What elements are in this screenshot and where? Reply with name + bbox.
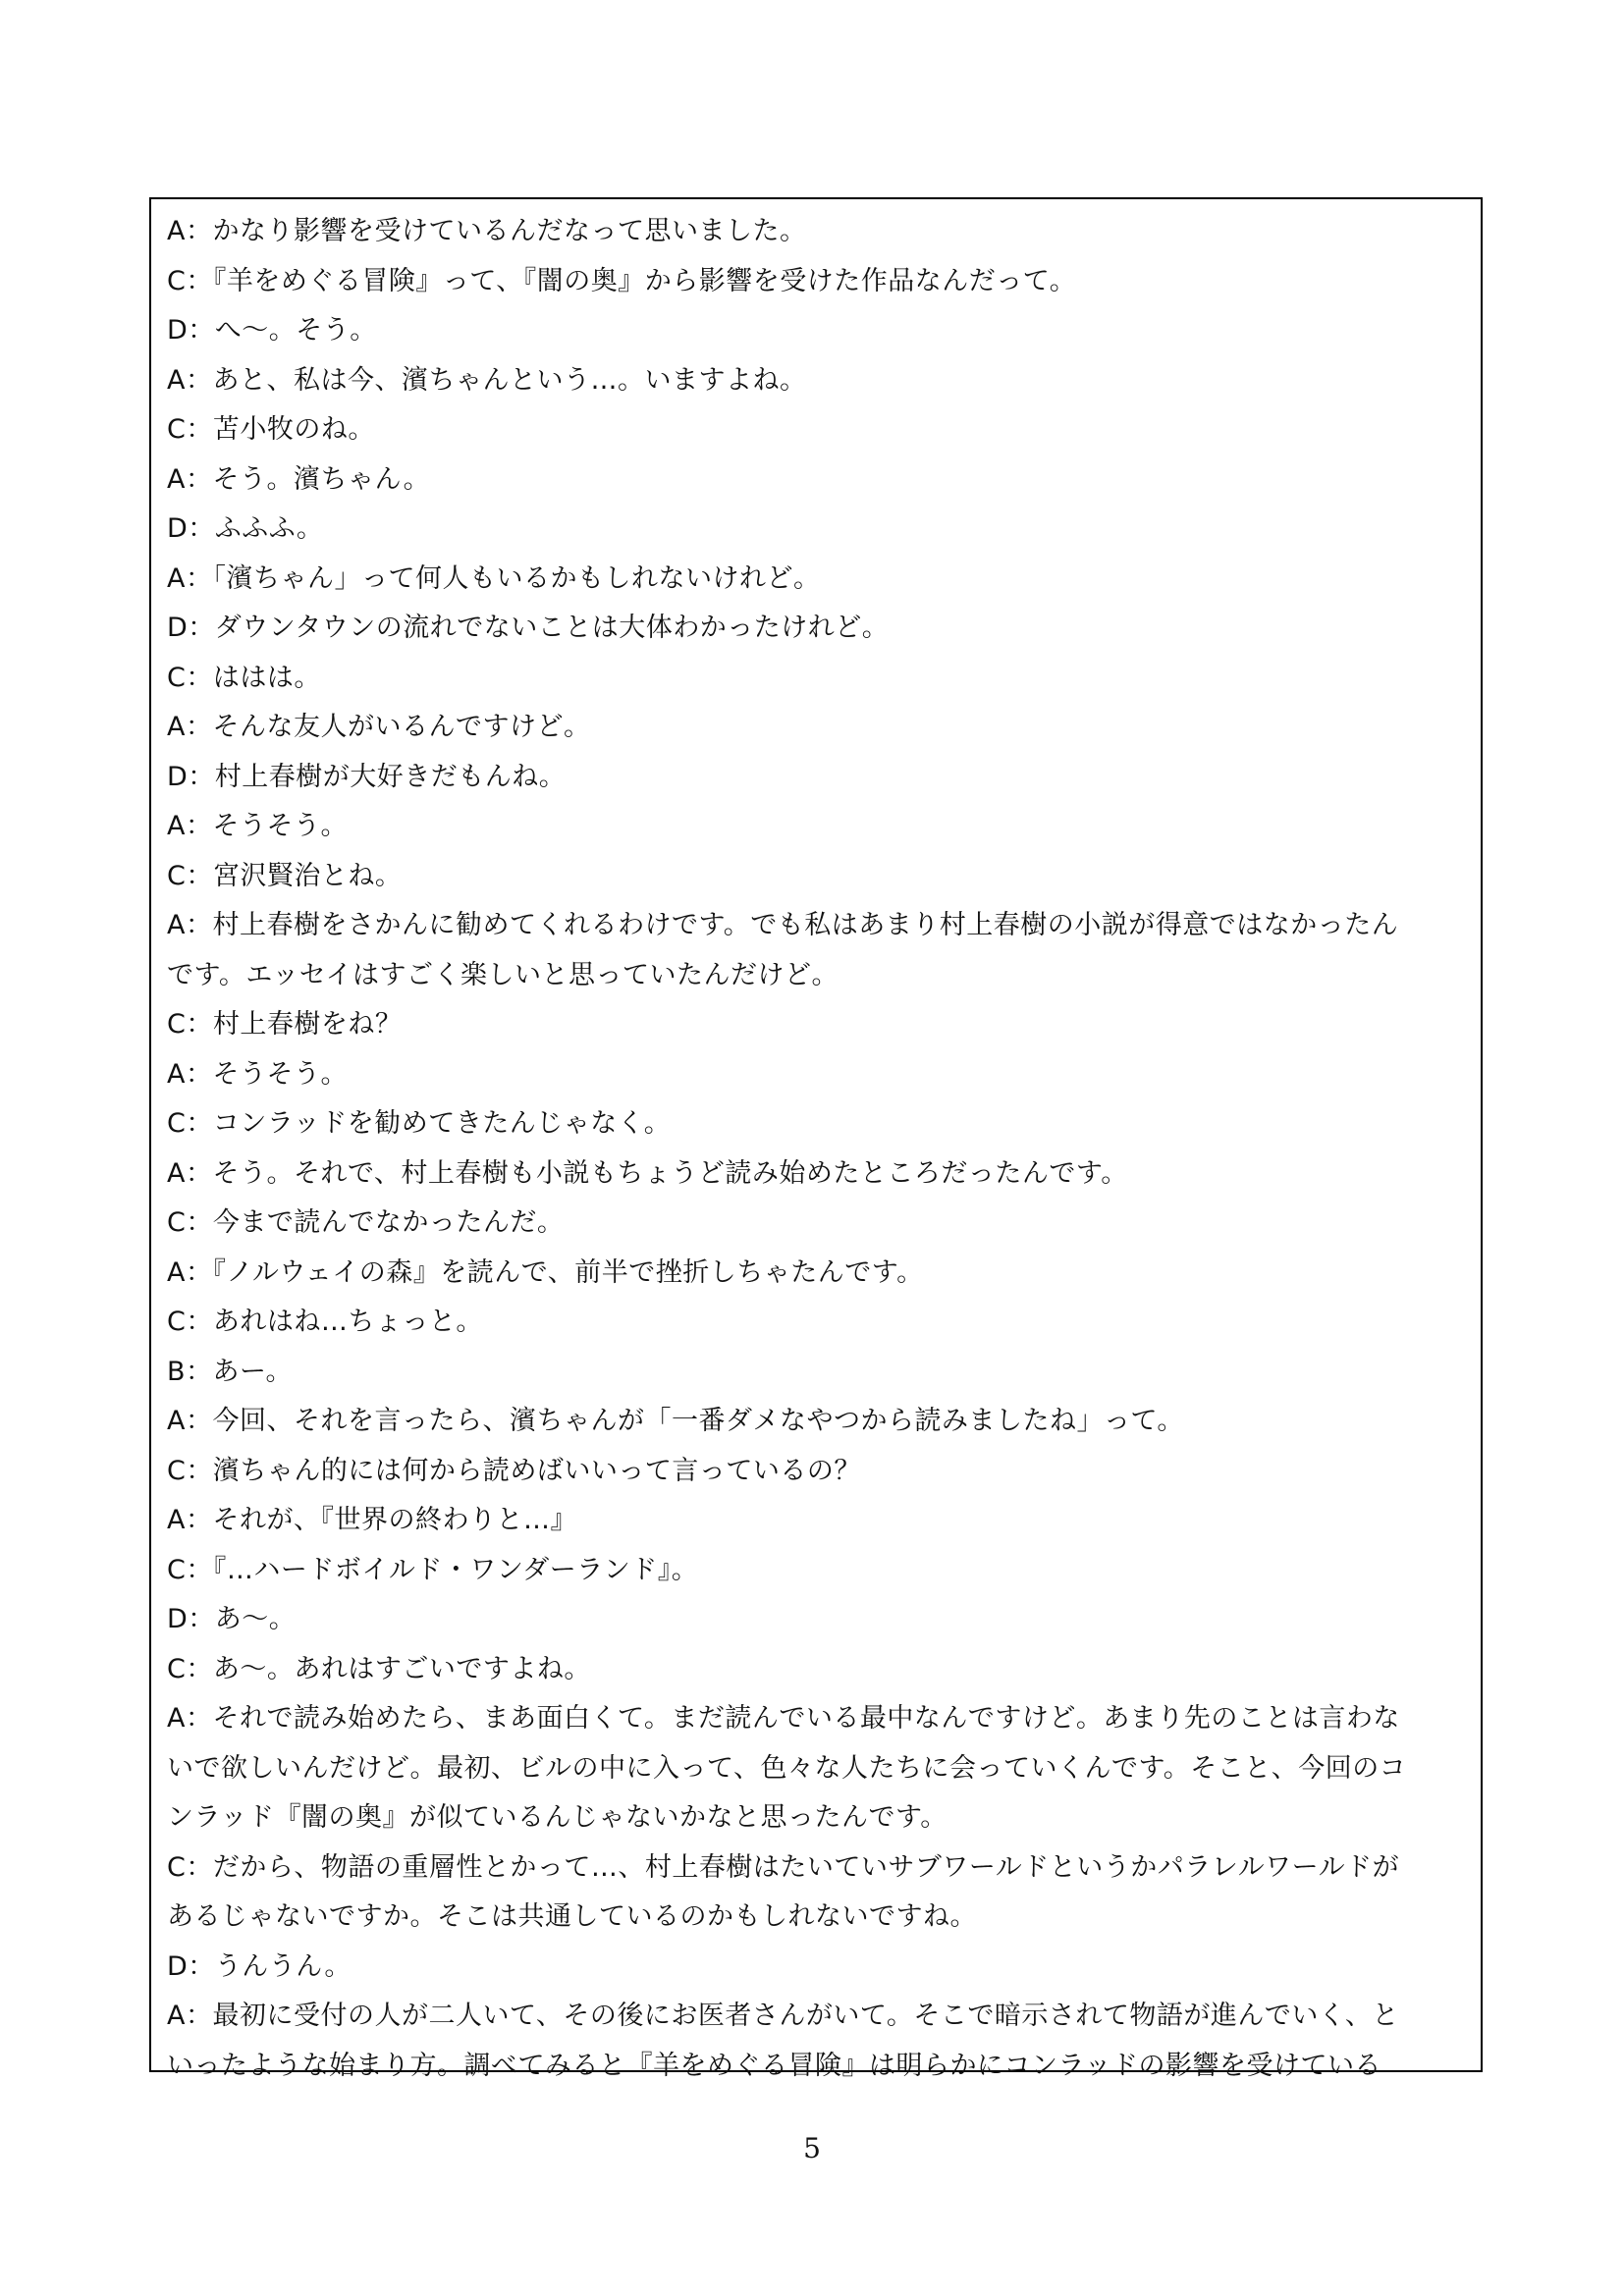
page-number: 5 [803, 2132, 821, 2164]
dialogue-line: A：そうそう。 [167, 1058, 348, 1090]
dialogue-line: A：あと、私は今、濱ちゃんという…。いますよね。 [167, 364, 807, 396]
dialogue-line: C：宮沢賢治とね。 [167, 860, 403, 891]
dialogue-line: A：そう。濱ちゃん。 [167, 463, 431, 495]
dialogue-line: D：あ〜。 [167, 1604, 297, 1634]
dialogue-line: D：村上春樹が大好きだもんね。 [167, 761, 567, 792]
dialogue-line: C：苫小牧のね。 [167, 414, 375, 445]
dialogue-line: ンラッド『闇の奥』が似ているんじゃないかなと思ったんです。 [167, 1802, 947, 1833]
dialogue-line: A：そうそう。 [167, 811, 348, 841]
dialogue-line: A：最初に受付の人が二人いて、その後にお医者さんがいて。そこで暗示されて物語が進んでいく、と [167, 2001, 1399, 2031]
dialogue-line: A：それが、『世界の終わりと…』 [167, 1505, 577, 1535]
dialogue-line: です。エッセイはすごく楽しいと思っていたんだけど。 [167, 959, 839, 990]
dialogue-line: A：それで読み始めたら、まあ面白くて。まだ読んでいる最中なんですけど。あまり先のことは言わな [167, 1703, 1400, 1734]
dialogue-line: A：そう。それで、村上春樹も小説もちょうど読み始めたところだったんです。 [167, 1157, 1128, 1189]
dialogue-line: C：『羊をめぐる冒険』って、『闇の奥』から影響を受けた作品なんだって。 [167, 265, 1077, 296]
dialogue-line: A：今回、それを言ったら、濱ちゃんが「一番ダメなやつから読みましたね」って。 [167, 1406, 1184, 1436]
dialogue-line: あるじゃないですか。そこは共通しているのかもしれないですね。 [167, 1901, 977, 1932]
dialogue-line: C：だから、物語の重層性とかって…、村上春樹はたいていサブワールドというかパラレルワールドが [167, 1851, 1400, 1883]
dialogue-line: D：うんうん。 [167, 1950, 352, 1982]
dialogue-line: C：あれはね…ちょっと。 [167, 1307, 483, 1337]
dialogue-line: C：濱ちゃん的には何から読めばいいって言っているの？ [167, 1455, 861, 1486]
dialogue-box [149, 197, 1483, 2081]
dialogue-line: C：コンラッドを勧めてきたんじゃなく。 [167, 1108, 672, 1139]
dialogue-line: A：「濱ちゃん」って何人もいるかもしれないけれど。 [167, 562, 821, 594]
dialogue-line: A：『ノルウェイの森』を読んで、前半で挫折しちゃたんです。 [167, 1256, 924, 1288]
dialogue-line: D：ふふふ。 [167, 513, 324, 544]
dialogue-line: B：あー。 [167, 1356, 293, 1387]
dialogue-line: C：『…ハードボイルド・ワンダーランド』。 [167, 1554, 699, 1585]
dialogue-line: いったような始まり方。調べてみると『羊をめぐる冒険』は明らかにコンラッドの影響を受けている [167, 2050, 1381, 2081]
dialogue-line: D：ダウンタウンの流れでないことは大体わかったけれど。 [167, 613, 890, 643]
dialogue-line: A：そんな友人がいるんですけど。 [167, 712, 591, 742]
dialogue-line: C：あ〜。あれはすごいですよね。 [167, 1653, 591, 1684]
dialogue-line: A：村上春樹をさかんに勧めてくれるわけです。でも私はあまり村上春樹の小説が得意ではなかったん [167, 910, 1399, 940]
dialogue-line: D：へ〜。そう。 [167, 315, 377, 346]
dialogue-line: A：かなり影響を受けているんだなって思いました。 [167, 216, 807, 246]
dialogue-line: C：ははは。 [167, 662, 321, 693]
dialogue-line: C：今まで読んでなかったんだ。 [167, 1207, 565, 1238]
dialogue-line: いで欲しいんだけど。最初、ビルの中に入って、色々な人たちに会っていくんです。そこと、今回のコ [167, 1752, 1407, 1784]
dialogue-line: C：村上春樹をね？ [167, 1009, 403, 1040]
